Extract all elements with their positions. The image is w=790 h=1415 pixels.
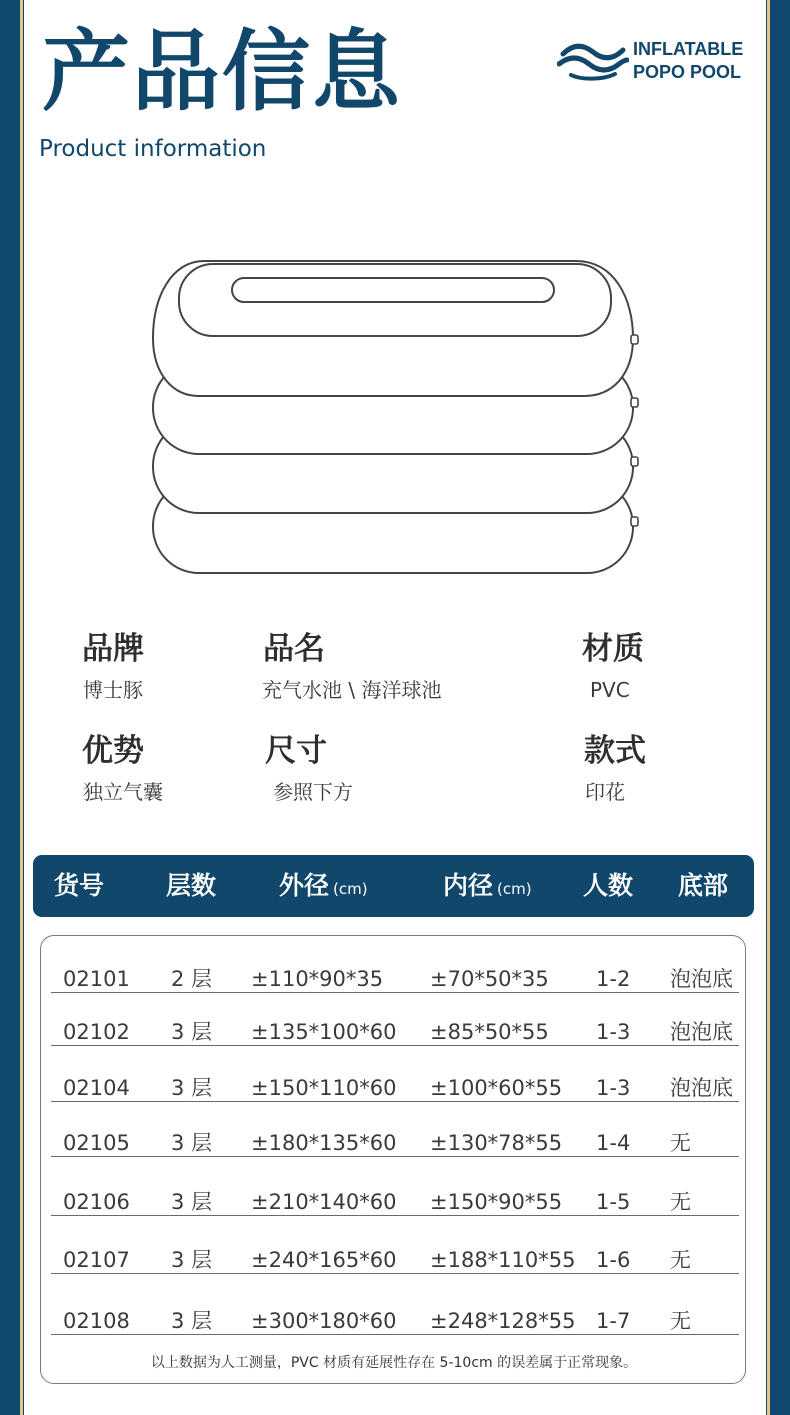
brand-line-1: INFLATABLE xyxy=(633,39,744,59)
brand-label: 品牌 xyxy=(82,631,144,667)
people-cell: 1-3 xyxy=(596,1020,631,1044)
material-label: 材质 xyxy=(582,631,644,667)
item-number-cell: 02104 xyxy=(63,1076,130,1100)
people-cell: 1-7 xyxy=(596,1309,631,1333)
layers-cell: 3 层 xyxy=(171,1020,213,1044)
item-number-cell: 02108 xyxy=(63,1309,130,1333)
advantage-value: 独立气囊 xyxy=(83,780,163,804)
table-row xyxy=(51,1302,739,1335)
header-bottom: 底部 xyxy=(678,871,729,900)
item-number-cell: 02106 xyxy=(63,1190,130,1214)
people-cell: 1-6 xyxy=(596,1248,631,1272)
inner-diameter-cell: ±248*128*55 xyxy=(430,1309,576,1333)
table-row xyxy=(51,960,739,993)
brand-value: 博士豚 xyxy=(83,678,143,702)
page-subtitle: Product information xyxy=(39,136,267,162)
item-number-cell: 02107 xyxy=(63,1248,130,1272)
people-cell: 1-4 xyxy=(596,1131,631,1155)
material-value: PVC xyxy=(590,678,630,702)
layers-cell: 3 层 xyxy=(171,1248,213,1272)
outer-diameter-cell: ±210*140*60 xyxy=(251,1190,397,1214)
brand-logo xyxy=(557,38,762,88)
layers-cell: 3 层 xyxy=(171,1309,213,1333)
header-inner-diameter: 内径 (cm) xyxy=(443,871,532,900)
people-cell: 1-5 xyxy=(596,1190,631,1214)
page-title: 产品信息 xyxy=(42,20,403,123)
bottom-cell: 泡泡底 xyxy=(670,1076,733,1100)
header-people: 人数 xyxy=(583,871,634,900)
table-footnote: 以上数据为人工测量，PVC 材质有延展性存在 5-10cm 的误差属于正常现象。 xyxy=(150,1355,638,1371)
inner-diameter-cell: ±85*50*55 xyxy=(430,1020,549,1044)
item-number-cell: 02102 xyxy=(63,1020,130,1044)
right-gold-border xyxy=(767,0,770,1415)
product-name-label: 品名 xyxy=(263,631,325,667)
table-row xyxy=(51,1013,739,1046)
header-layers: 层数 xyxy=(166,871,217,900)
wave-icon xyxy=(557,42,629,82)
header-item-number: 货号 xyxy=(54,871,105,900)
outer-diameter-cell: ±135*100*60 xyxy=(251,1020,397,1044)
spec-table xyxy=(40,935,746,1384)
layers-cell: 3 层 xyxy=(171,1190,213,1214)
inner-diameter-cell: ±100*60*55 xyxy=(430,1076,563,1100)
style-label: 款式 xyxy=(584,733,646,769)
bottom-cell: 无 xyxy=(670,1309,691,1333)
table-row xyxy=(51,1069,739,1102)
people-cell: 1-3 xyxy=(596,1076,631,1100)
inner-diameter-cell: ±150*90*55 xyxy=(430,1190,563,1214)
style-value: 印花 xyxy=(585,780,625,804)
size-label: 尺寸 xyxy=(265,733,327,769)
outer-diameter-cell: ±150*110*60 xyxy=(251,1076,397,1100)
outer-diameter-cell: ±110*90*35 xyxy=(251,967,384,991)
bottom-cell: 无 xyxy=(670,1131,691,1155)
outer-diameter-cell: ±180*135*60 xyxy=(251,1131,397,1155)
item-number-cell: 02105 xyxy=(63,1131,130,1155)
table-row xyxy=(51,1241,739,1274)
table-header xyxy=(33,855,754,917)
header-inner-unit: (cm) xyxy=(497,880,532,898)
content-panel xyxy=(24,0,766,1415)
bottom-cell: 无 xyxy=(670,1248,691,1272)
size-value: 参照下方 xyxy=(273,780,353,804)
layers-cell: 3 层 xyxy=(171,1131,213,1155)
inner-diameter-cell: ±130*78*55 xyxy=(430,1131,563,1155)
table-row xyxy=(51,1124,739,1157)
layers-cell: 3 层 xyxy=(171,1076,213,1100)
advantage-label: 优势 xyxy=(82,733,144,769)
header-outer-diameter: 外径 (cm) xyxy=(279,871,368,900)
bottom-cell: 泡泡底 xyxy=(670,1020,733,1044)
inner-diameter-cell: ±188*110*55 xyxy=(430,1248,576,1272)
inner-diameter-cell: ±70*50*35 xyxy=(430,967,549,991)
bottom-cell: 泡泡底 xyxy=(670,967,733,991)
brand-line-2: POPO POOL xyxy=(633,62,742,82)
header-outer-unit: (cm) xyxy=(333,880,368,898)
layers-cell: 2 层 xyxy=(171,967,213,991)
item-number-cell: 02101 xyxy=(63,967,130,991)
outer-diameter-cell: ±300*180*60 xyxy=(251,1309,397,1333)
bottom-cell: 无 xyxy=(670,1190,691,1214)
outer-diameter-cell: ±240*165*60 xyxy=(251,1248,397,1272)
brand-name xyxy=(633,38,743,84)
left-gold-border xyxy=(20,0,23,1415)
product-name-value: 充气水池 \ 海洋球池 xyxy=(262,678,442,702)
table-row xyxy=(51,1183,739,1216)
people-cell: 1-2 xyxy=(596,967,631,991)
inflatable-pool-illustration xyxy=(144,248,654,588)
